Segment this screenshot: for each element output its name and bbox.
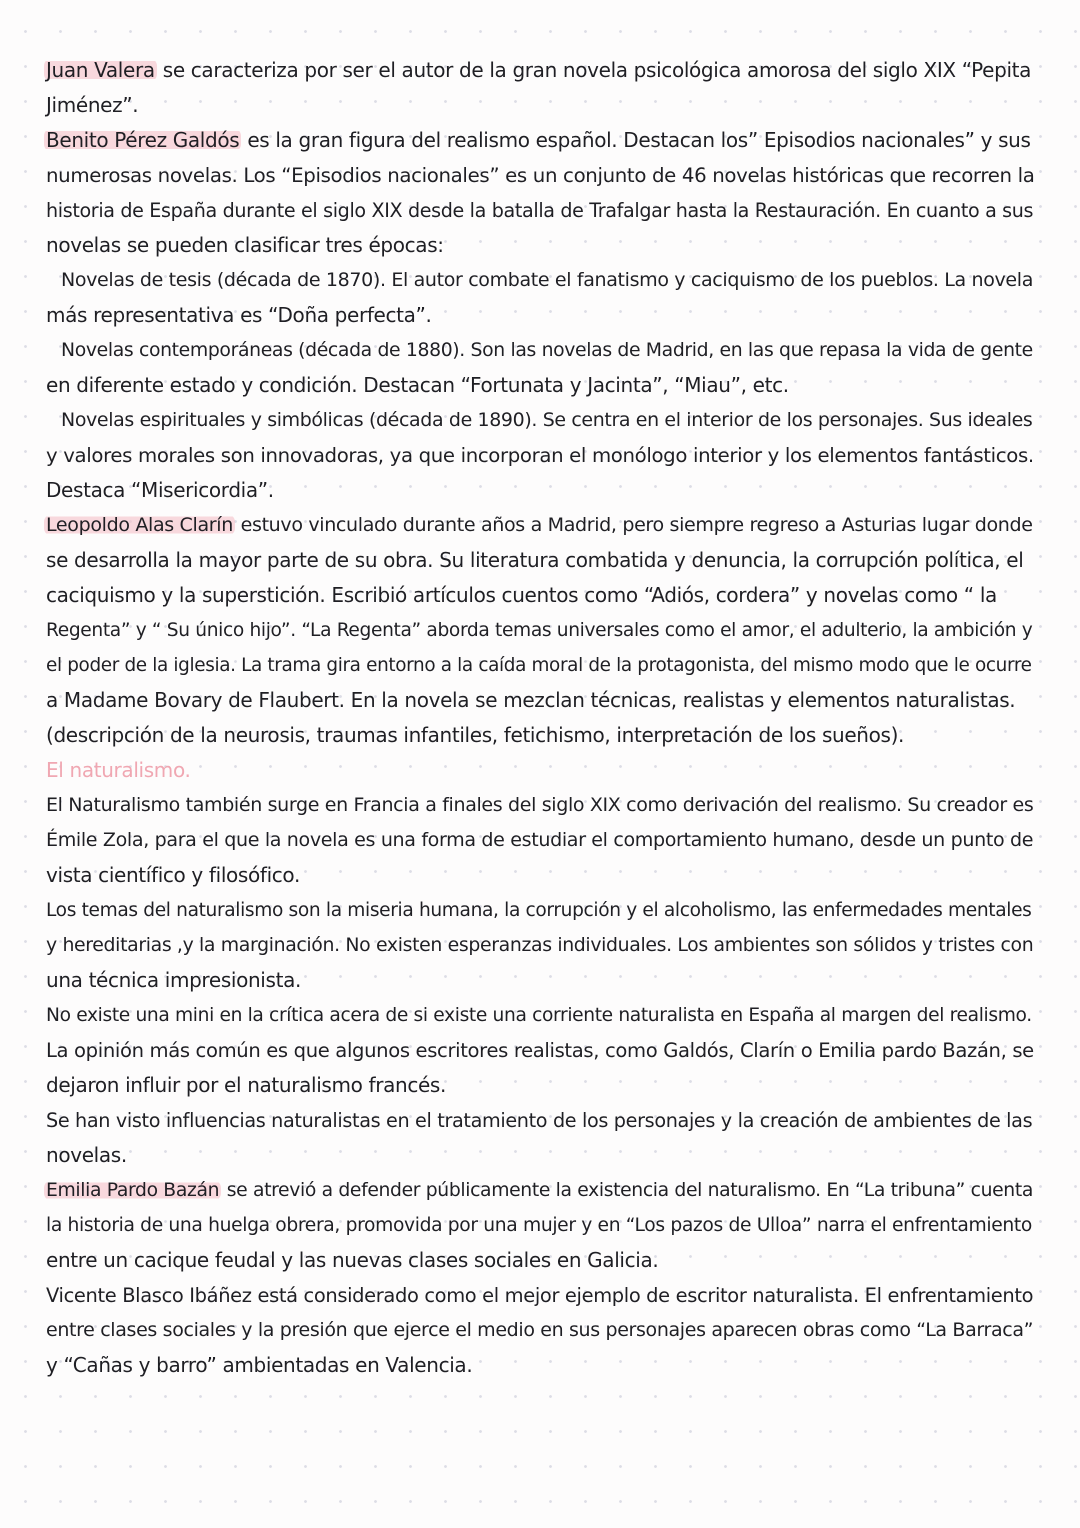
text-line: se desarrolla la mayor parte de su obra. Su literatura combatida y denuncia, la corrupción política, el [46, 548, 1024, 572]
text-line: entre un cacique feudal y las nuevas clases sociales en Galicia. [46, 1248, 659, 1272]
highlighted-author-name: Benito Pérez Galdós [46, 128, 240, 152]
text-line: No existe una mini en la crítica acera de si existe una corriente naturalista en España al margen del realismo. [46, 1005, 1032, 1026]
text-line: La opinión más común es que algunos escritores realistas, como Galdós, Clarín o Emilia pardo Bazán, se [46, 1039, 1034, 1062]
text-line: El Naturalismo también surge en Francia a finales del siglo XIX como derivación del realismo. Su creador es [46, 794, 1034, 816]
text-line: Leopoldo Alas Clarín estuvo vinculado durante años a Madrid, pero siempre regreso a Asturias lugar donde [46, 514, 1033, 536]
text-line: Los temas del naturalismo son la miseria humana, la corrupción y el alcoholismo, las enfermedades mentales [46, 900, 1032, 921]
text-line: más representativa es “Doña perfecta”. [46, 303, 432, 327]
text-line: Vicente Blasco Ibáñez está considerado como el mejor ejemplo de escritor naturalista. El enfrentamiento [46, 1284, 1034, 1307]
highlighted-author-name: Leopoldo Alas Clarín [46, 514, 233, 536]
text-line: Regenta” y “ Su único hijo”. “La Regenta” aborda temas universales como el amor, el adulterio, la ambición y [46, 620, 1033, 641]
text-line: y hereditarias ,y la marginación. No existen esperanzas individuales. Los ambientes son sólidos y tristes con [46, 934, 1034, 956]
text-line: una técnica impresionista. [46, 968, 301, 992]
text-line-period-item: Novelas contemporáneas (década de 1880). Son las novelas de Madrid, en las que repasa la vida de gente [61, 340, 1033, 361]
text-line: a Madame Bovary de Flaubert. En la novela se mezclan técnicas, realistas y elementos naturalistas. [46, 688, 1016, 712]
highlighted-author-name: Emilia Pardo Bazán [46, 1180, 220, 1201]
text-line: (descripción de la neurosis, traumas infantiles, fetichismo, interpretación de los sueños). [46, 723, 905, 747]
text-line: Se han visto influencias naturalistas en el tratamiento de los personajes y la creación de ambientes de las [46, 1109, 1033, 1132]
text-line: Emilia Pardo Bazán se atrevió a defender públicamente la existencia del naturalismo. En “La tribuna” cuenta [46, 1180, 1033, 1201]
text-line: el poder de la iglesia. La trama gira entorno a la caída moral de la protagonista, del mismo modo que le ocurre [46, 655, 1032, 676]
text-line: entre clases sociales y la presión que ejerce el medio en sus personajes aparecen obras como “La Barraca” [46, 1319, 1034, 1341]
text-line: Émile Zola, para el que la novela es una forma de estudiar el comportamiento humano, desde un punto de [46, 829, 1034, 851]
highlighted-author-name: Juan Valera [46, 58, 155, 82]
text-line-period-item: Novelas espirituales y simbólicas (década de 1890). Se centra en el interior de los personajes. Sus ideales [61, 409, 1033, 431]
text-line: dejaron influir por el naturalismo francés. [46, 1073, 446, 1097]
text-line: y valores morales son innovadoras, ya que incorporan el monólogo interior y los elementos fantásticos. [46, 444, 1034, 467]
text-line: Jiménez”. [46, 93, 139, 117]
text-line: novelas se pueden clasificar tres épocas: [46, 233, 444, 257]
text-line-period-item: Novelas de tesis (década de 1870). El autor combate el fanatismo y caciquismo de los pueblos. La novela [61, 269, 1034, 291]
text-line: en diferente estado y condición. Destacan “Fortunata y Jacinta”, “Miau”, etc. [46, 373, 789, 397]
text-line: y “Cañas y barro” ambientadas en Valencia. [46, 1353, 473, 1377]
text-line: Benito Pérez Galdós es la gran figura del realismo español. Destacan los” Episodios nacionales” y sus [46, 128, 1031, 152]
text-line: vista científico y filosófico. [46, 863, 300, 887]
text-line: la historia de una huelga obrera, promovida por una mujer y en “Los pazos de Ulloa” narra el enfrentamiento [46, 1215, 1032, 1236]
section-heading: El naturalismo. [46, 758, 191, 782]
text-line: historia de España durante el siglo XIX desde la batalla de Trafalgar hasta la Restauración. En cuanto a sus [46, 199, 1034, 222]
text-line: numerosas novelas. Los “Episodios nacionales” es un conjunto de 46 novelas históricas que recorren la [46, 164, 1035, 187]
text-line: Juan Valera se caracteriza por ser el autor de la gran novela psicológica amorosa del siglo XIX “Pepita [46, 58, 1032, 82]
text-line: Destaca “Misericordia”. [46, 478, 274, 502]
text-line: caciquismo y la superstición. Escribió artículos cuentos como “Adiós, cordera” y novelas como “ la [46, 583, 997, 607]
text-line: novelas. [46, 1143, 127, 1167]
